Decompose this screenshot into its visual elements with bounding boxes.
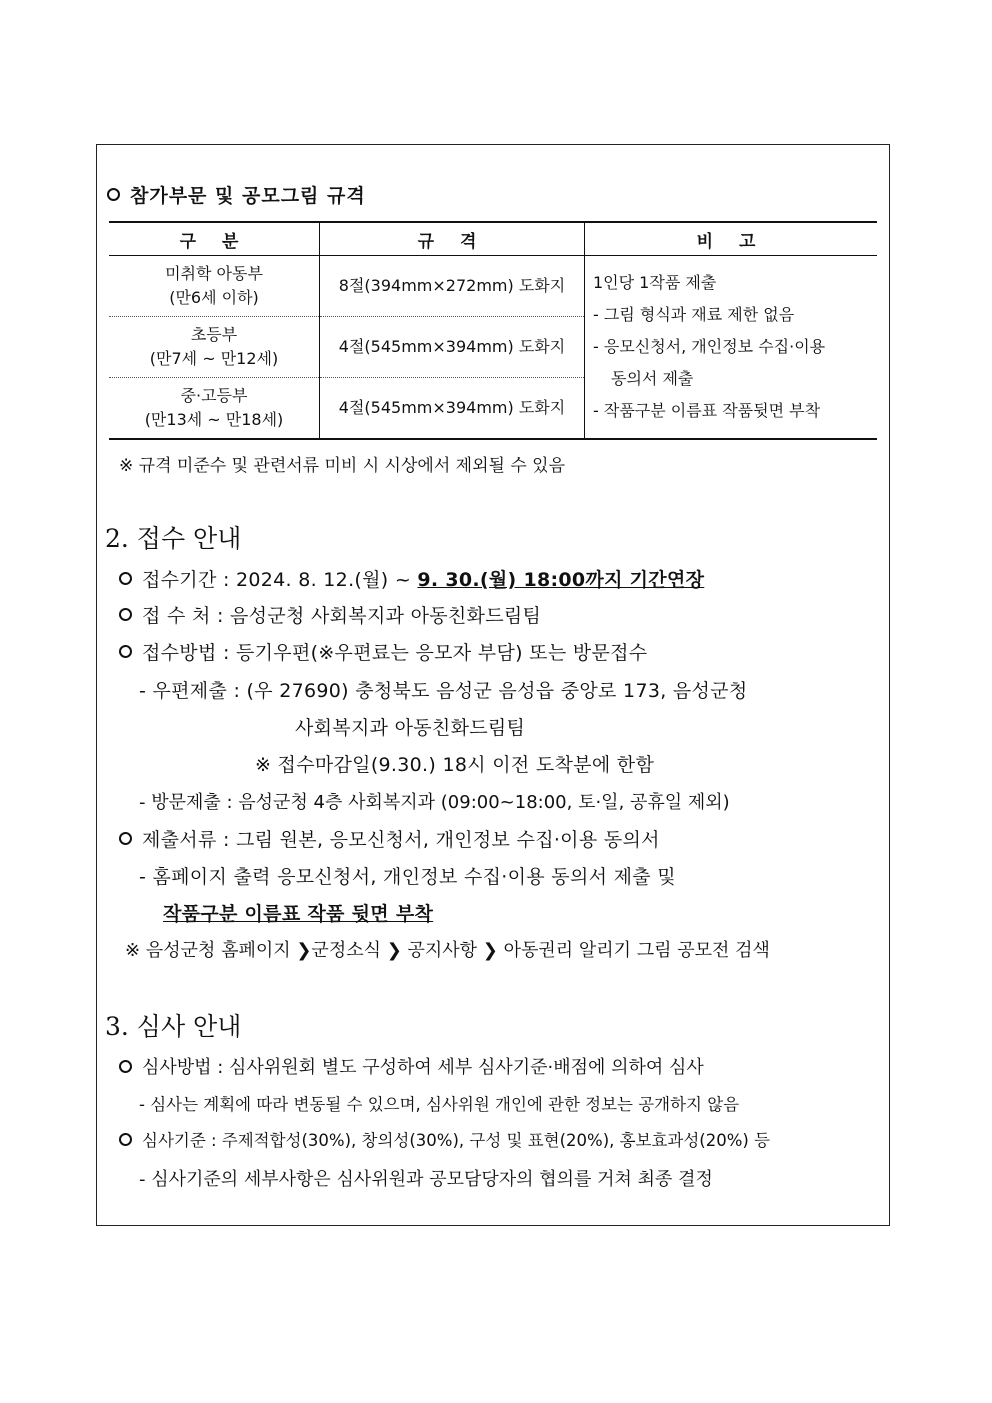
section2-heading: 2. 접수 안내 <box>105 524 242 553</box>
review-method-sub: - 심사는 계획에 따라 변동될 수 있으며, 심사위원 개인에 관한 정보는 공개하지 않음 <box>139 1095 740 1114</box>
period-row <box>119 565 704 592</box>
place-row <box>119 601 541 628</box>
category-cell <box>109 317 320 378</box>
criteria-row <box>119 1127 770 1151</box>
table-header: 비 고 <box>585 222 878 256</box>
remarks-cell <box>585 256 878 440</box>
table-header: 구 분 <box>109 222 320 256</box>
circle-bullet-icon <box>119 608 132 621</box>
remark-line: 1인당 1작품 제출 <box>593 273 717 292</box>
category-age: (만13세 ~ 만18세) <box>144 410 284 429</box>
method-row <box>119 638 647 665</box>
document-frame <box>96 144 890 1226</box>
criteria-sub: - 심사기준의 세부사항은 심사위원과 공모담당자의 협의를 거쳐 최종 결정 <box>139 1169 713 1190</box>
docs-bold: 작품구분 이름표 작품 뒷면 부착 <box>163 903 434 925</box>
circle-bullet-icon <box>107 188 120 201</box>
table-row <box>109 256 877 317</box>
visit-text: - 방문제출 : 음성군청 4층 사회복지과 (09:00~18:00, 토·일, 공휴일 제외) <box>139 792 730 813</box>
period-label: 접수기간 : 2024. 8. 12.(월) ~ <box>142 569 418 591</box>
docs-row <box>119 825 660 852</box>
size-cell: 4절(545mm×394mm) 도화지 <box>320 378 585 440</box>
remark-line: - 그림 형식과 재료 제한 없음 <box>593 305 795 324</box>
circle-bullet-icon <box>119 1060 132 1073</box>
size-cell: 8절(394mm×272mm) 도화지 <box>320 256 585 317</box>
remark-line: 동의서 제출 <box>611 369 694 388</box>
size-cell: 4절(545mm×394mm) 도화지 <box>320 317 585 378</box>
docs-text: 제출서류 : 그림 원본, 응모신청서, 개인정보 수집·이용 동의서 <box>142 829 660 851</box>
review-method-row <box>119 1053 704 1079</box>
circle-bullet-icon <box>119 832 132 845</box>
place-text: 접 수 처 : 음성군청 사회복지과 아동친화드림팀 <box>142 605 542 627</box>
table-header: 규 격 <box>320 222 585 256</box>
remark-line: - 응모신청서, 개인정보 수집·이용 <box>593 337 826 356</box>
section1-title-row <box>107 181 366 208</box>
circle-bullet-icon <box>119 1133 132 1146</box>
spec-note: ※ 규격 미준수 및 관련서류 미비 시 시상에서 제외될 수 있음 <box>119 456 565 476</box>
category-name: 중·고등부 <box>180 386 248 405</box>
spec-table <box>109 221 877 440</box>
category-name: 초등부 <box>190 325 238 344</box>
mail-line2: 사회복지과 아동친화드림팀 <box>295 717 526 739</box>
criteria-text: 심사기준 : 주제적합성(30%), 창의성(30%), 구성 및 표현(20%), 홍보효과성(20%) 등 <box>142 1131 771 1150</box>
section1-title: 참가부문 및 공모그림 규격 <box>130 185 366 207</box>
category-cell <box>109 378 320 440</box>
circle-bullet-icon <box>119 645 132 658</box>
method-text: 접수방법 : 등기우편(※우편료는 응모자 부담) 또는 방문접수 <box>142 642 648 664</box>
period-highlight: 9. 30.(월) 18:00까지 기간연장 <box>417 569 705 591</box>
category-name: 미취학 아동부 <box>165 264 263 283</box>
category-age: (만6세 이하) <box>169 288 259 307</box>
category-cell <box>109 256 320 317</box>
review-method-text: 심사방법 : 심사위원회 별도 구성하여 세부 심사기준·배점에 의하여 심사 <box>142 1057 704 1078</box>
category-age: (만7세 ~ 만12세) <box>149 349 279 368</box>
remark-line: - 작품구분 이름표 작품뒷면 부착 <box>593 401 821 420</box>
homepage-note: ※ 음성군청 홈페이지 ❯군정소식 ❯ 공지사항 ❯ 아동권리 알리기 그림 공모전 검색 <box>125 940 770 961</box>
mail-line1: - 우편제출 : (우 27690) 충청북도 음성군 음성읍 중앙로 173, 음성군청 <box>139 680 748 702</box>
table-header-row <box>109 222 877 256</box>
deadline-note: ※ 접수마감일(9.30.) 18시 이전 도착분에 한함 <box>255 754 655 776</box>
docs-sub: - 홈페이지 출력 응모신청서, 개인정보 수집·이용 동의서 제출 및 <box>139 866 676 888</box>
circle-bullet-icon <box>119 572 132 585</box>
section3-heading: 3. 심사 안내 <box>105 1012 242 1041</box>
